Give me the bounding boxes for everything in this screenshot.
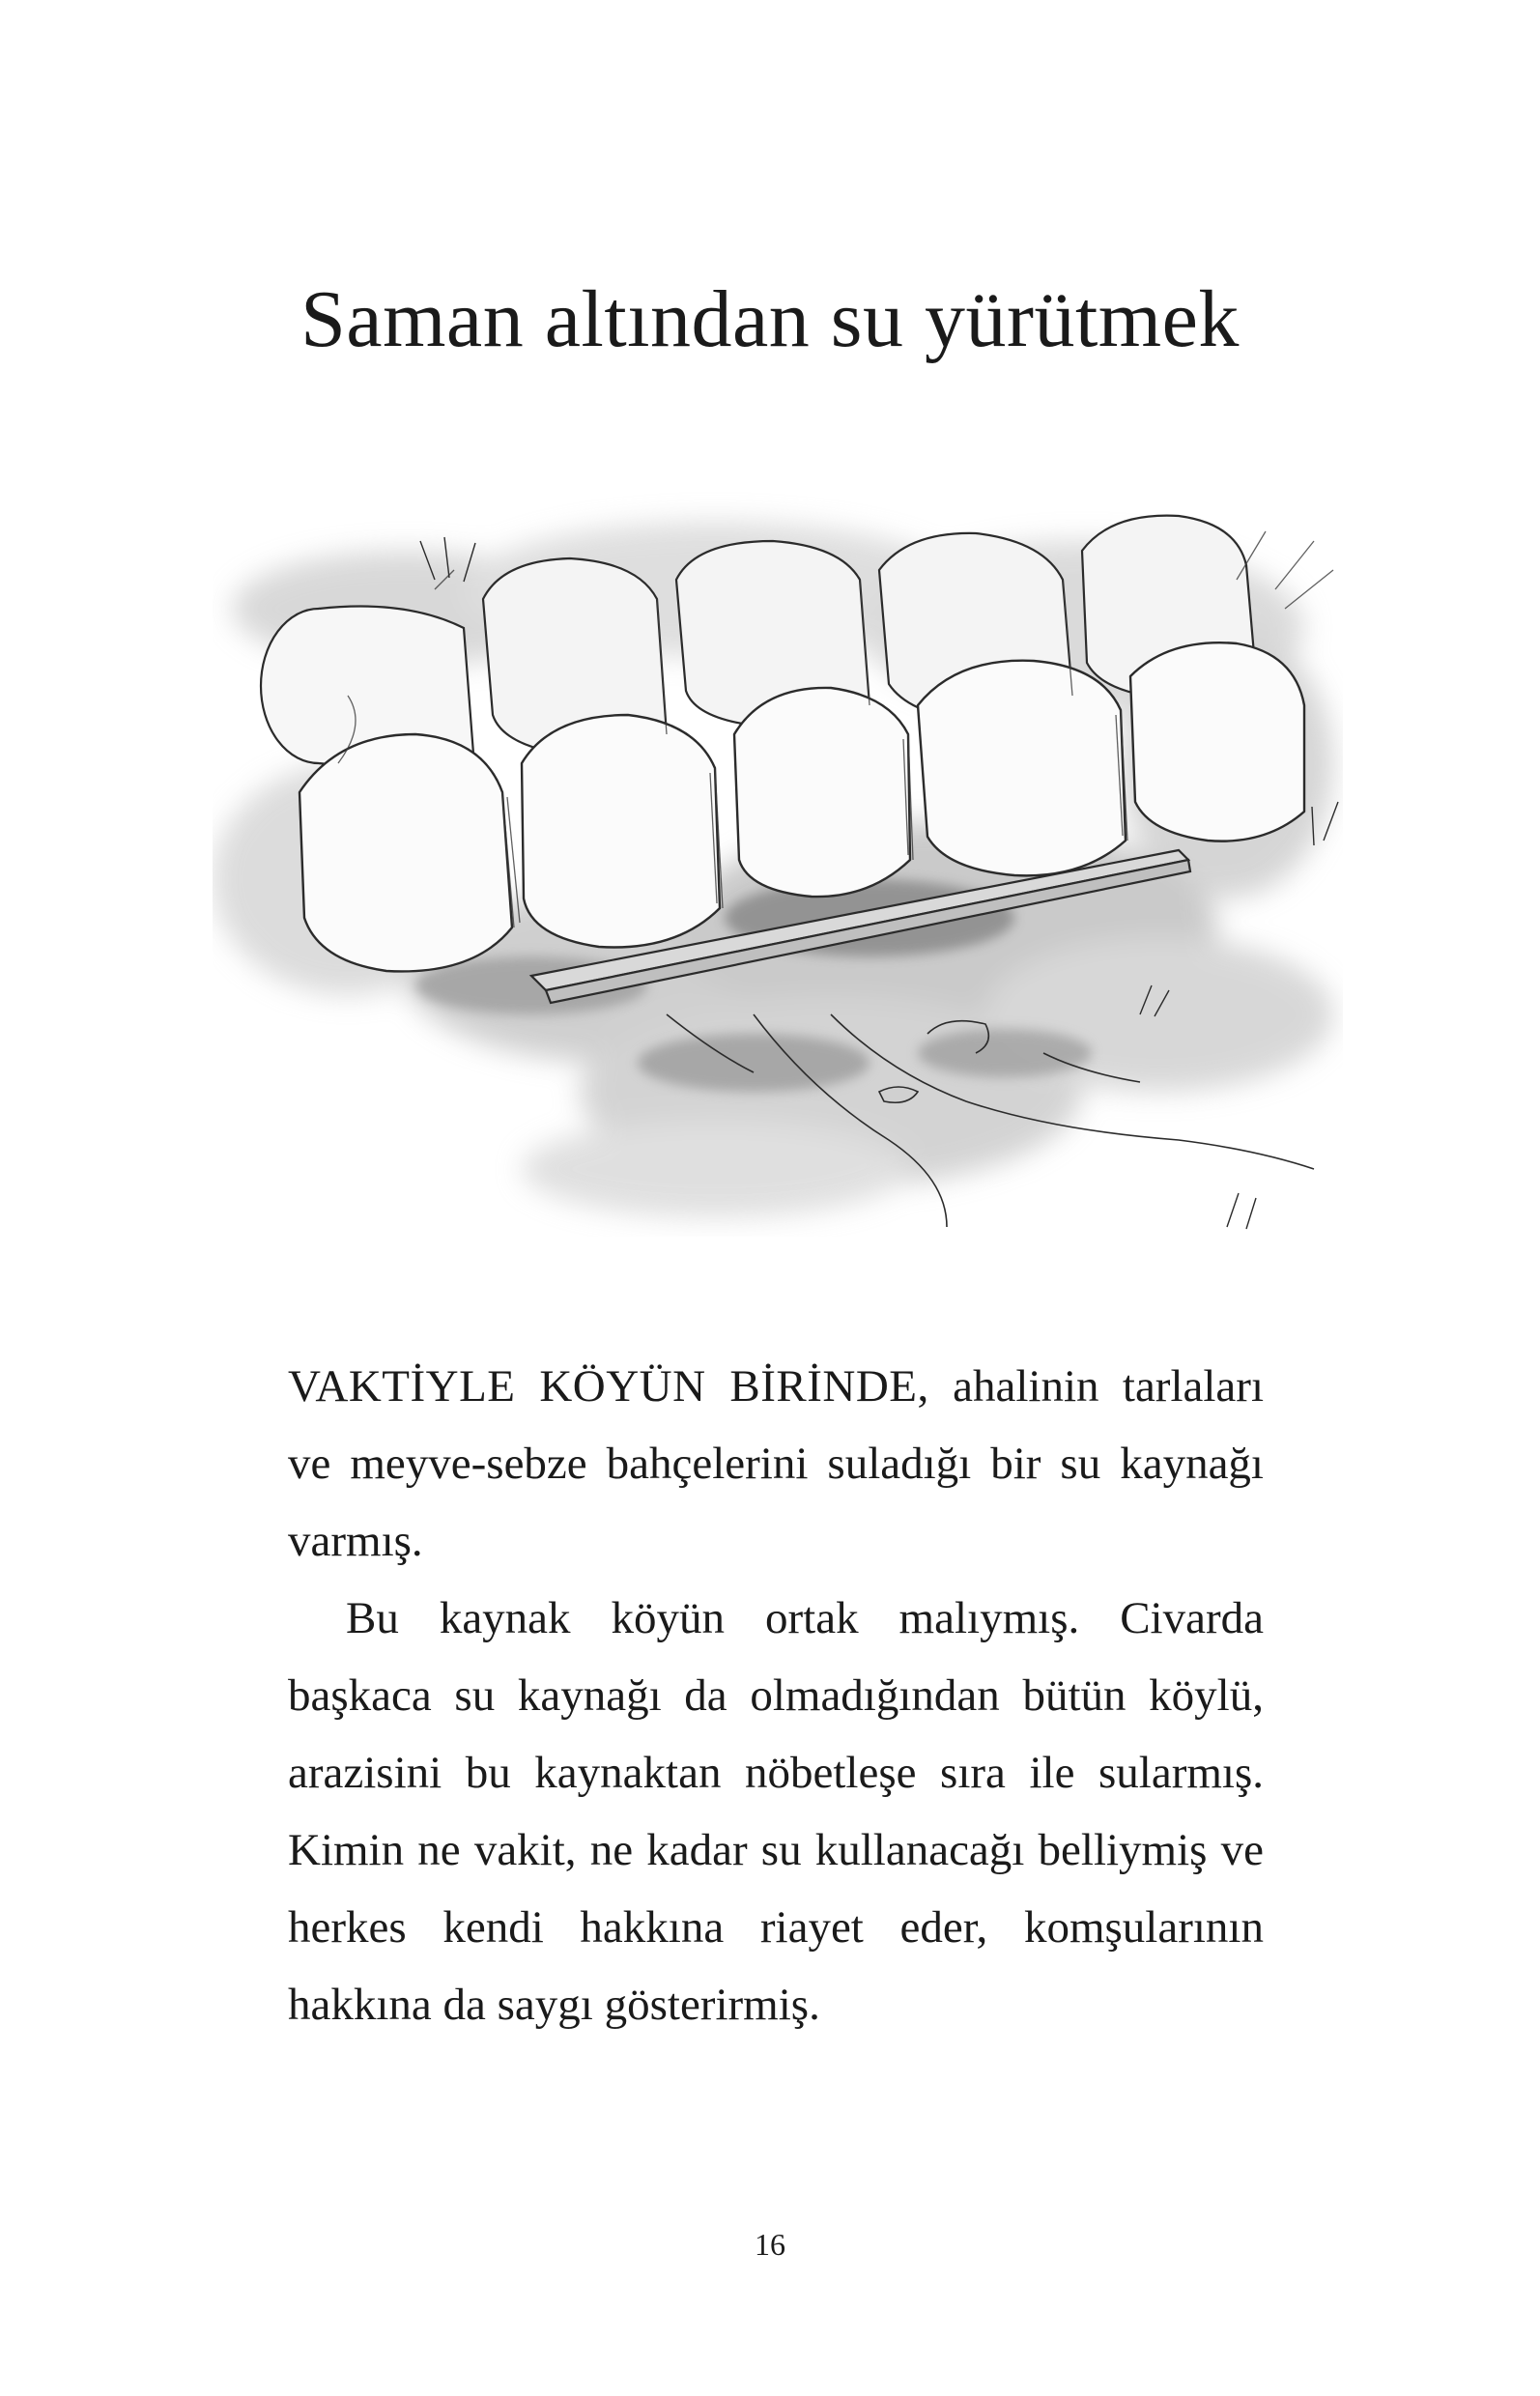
hay-bales-illustration-icon bbox=[213, 473, 1343, 1237]
paragraph-1 bbox=[288, 1348, 1264, 1580]
paragraph-1-text: ahalinin tarlaları ve meyve-sebze bahçelerini suladığı bir su kaynağı varmış. bbox=[288, 1361, 1264, 1566]
body-text bbox=[288, 1348, 1264, 2043]
page-number: 16 bbox=[755, 2227, 785, 2262]
paragraph-2-text: Bu kaynak köyün ortak malıymış. Civarda başkaca su kaynağı da olmadığından bütün köylü, arazisini bu kaynaktan nöbetleşe sıra ile sularmış. Kimin ne vakit, ne kadar su kullanacağı belliymiş ve herkes kendi hakkına riayet eder, komşularının hakkına da saygı gösterirmiş. bbox=[288, 1593, 1264, 2030]
chapter-title: Saman altından su yürütmek bbox=[300, 274, 1240, 364]
paragraph-2 bbox=[288, 1580, 1264, 2043]
paragraph-1-lead: VAKTİYLE KÖYÜN BİRİNDE, bbox=[288, 1361, 929, 1412]
